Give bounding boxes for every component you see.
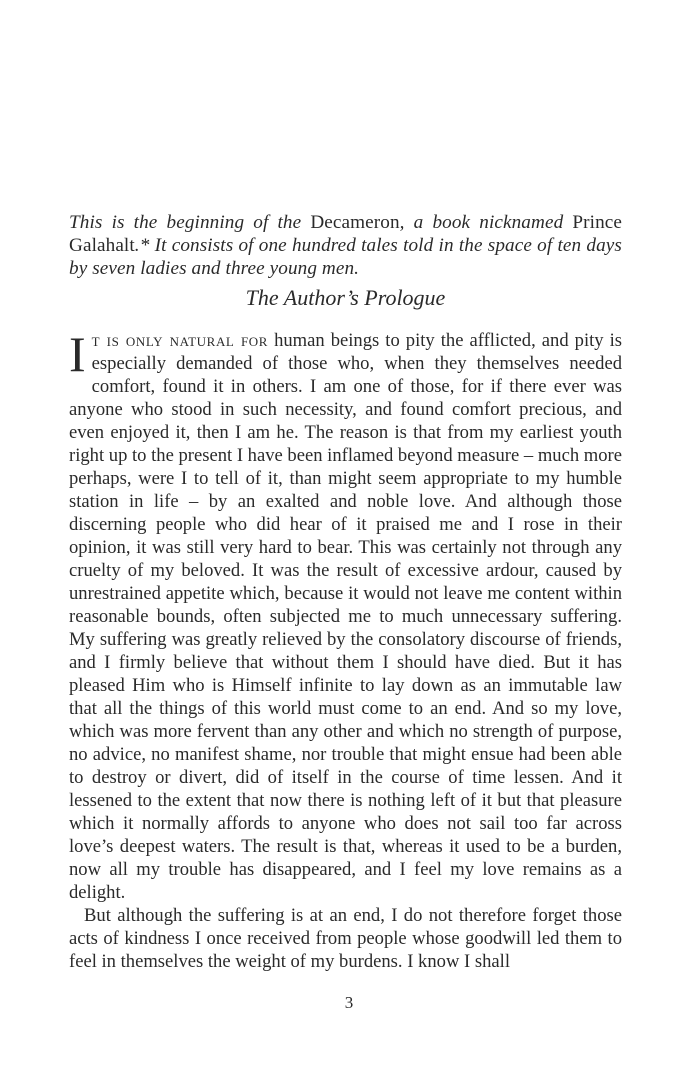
page-number: 3 [344,993,354,1012]
paragraph-2 [69,904,622,973]
opening-small-caps: t is only natural for [91,330,269,350]
epigraph [69,211,622,280]
paragraph-1-text: human beings to pity the afflicted, and pity is especially demanded of those who, when they themselves needed comfort, found it in others. I am one of those, for if there ever was anyone who stood in such necessity, and found comfort precious, and even enjoyed it, then I am he. The reason is that from my earliest youth right up to the present I have been inflamed beyond measure – much more perhaps, were I to tell of it, than might seem appropriate to my humble station in life – by an exalted and noble love. And although those discerning people who did hear of it praised me and I rose in their opinion, it was still very hard to bear. This was certainly not through any cruelty of my beloved. It was the result of excessive ardour, caused by unrestrained appetite which, because it would not leave me content within reasonable bounds, often subjected me to much unnecessary suffering. My suffering was greatly relieved by the consolatory discourse of friends, and I firmly believe that without them I should have died. But it has pleased Him who is Himself infinite to lay down as an immutable law that all the things of this world must come to an end. And so my love, which was more fervent than any other and which no strength of purpose, no advice, no manifest shame, nor trouble that might ensue had been able to destroy or divert, did of itself in the course of time lessen. And it lessened to the extent that now there is nothing left of it but that pleasure which it normally affords to anyone who does not sail too far across love’s deepest waters. The result is that, whereas it used to be a burden, now all my trouble has disappeared, and I feel my love remains as a delight. [69,330,623,903]
section-heading: The Author’s Prologue [245,285,446,310]
epigraph-text-2: , a book nicknamed [399,212,573,233]
paragraph-1 [69,326,623,904]
epigraph-text-1: This is the beginning of the [69,212,311,233]
body-text [69,326,623,973]
epigraph-book-title: Decameron [310,212,400,233]
epigraph-text-3: .* It consists of one hundred tales told in the space of ten days by seven ladies and three young men. [69,235,622,279]
epigraph-nickname: Prince Galahalt [69,212,622,256]
paragraph-2-text: But although the suffering is at an end, I do not therefore forget those acts of kindness I once received from people whose goodwill led them to feel in themselves the weight of my burdens. I know I shall [69,905,622,972]
drop-cap: I [69,326,86,382]
